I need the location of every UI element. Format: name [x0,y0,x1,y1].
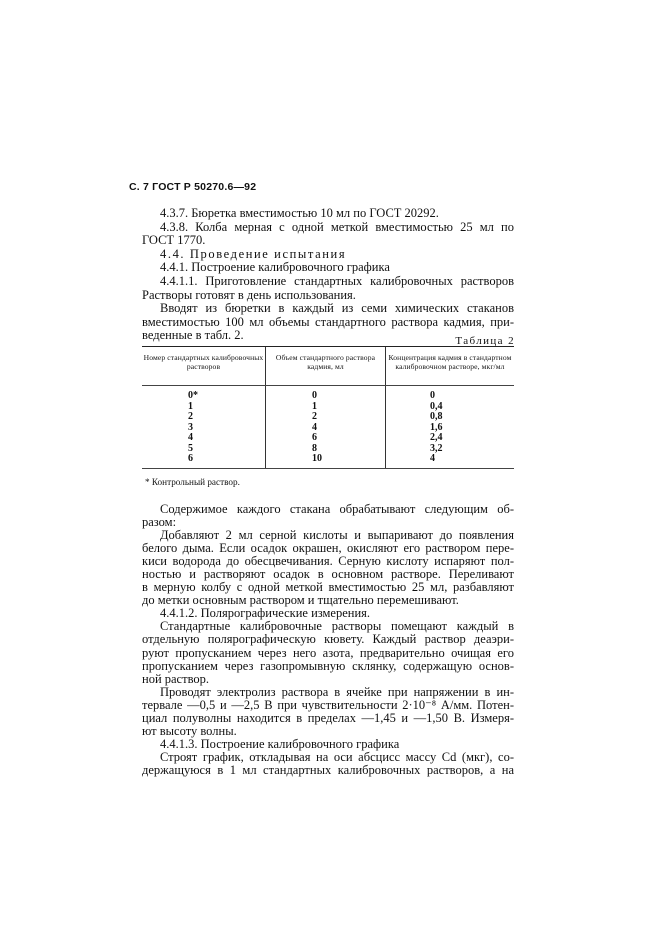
table-column-concentration [386,386,514,468]
paragraph-line: Добавляют 2 мл серной кислоты и выпаривают до появления [160,528,514,543]
paragraph-line: ной раствор. [142,671,210,686]
paragraph-line: ют высоту волны. [142,723,237,738]
table-footnote: * Контрольный раствор. [145,477,240,487]
heading-4-4-1: 4.4.1. Построение калибровочного графика [160,260,390,275]
table-cell: 2 [312,411,317,422]
table-header-cell: Концентрация кадмия в стандартном калибровочном растворе, мкг/мл [388,353,512,371]
table-cell: 6 [312,432,317,443]
table-body [142,386,514,468]
table-cell: 2,4 [430,432,443,443]
table-bottom-rule [142,468,514,469]
paragraph-line: Вводят из бюретки в каждый из семи химических стаканов [160,301,514,316]
paragraph-line: разом: [142,515,177,530]
table-cell: 1,6 [430,421,443,433]
paragraph-line: Строят график, откладывая на оси абсцисс массу Cd (мкг), со- [160,749,514,764]
table-cell: 6 [188,453,193,464]
table-cell: 4 [430,453,435,464]
table-header-row [142,347,514,385]
table-header-cell: Номер стандартных калибровочных растворов [142,347,266,385]
table-cell: 8 [312,442,317,454]
table-cell: 3,2 [430,442,443,454]
heading-4-4-1-2: 4.4.1.2. Полярографические измерения. [160,606,371,621]
table-cell: 0 [312,390,317,401]
paragraph-line: держащуюся в 1 мл стандартных калибровочных растворов, а на [142,762,514,777]
section-4-3-4-4 [142,207,514,343]
paragraph-line: ностью и растворяют осадок в основном растворе. Переливают [142,567,514,582]
paragraph-line: веденные в табл. 2. [142,328,244,343]
heading-4-4-1-1: 4.4.1.1. Приготовление стандартных калибровочных растворов [160,273,514,288]
table-cell: 0 [430,390,435,401]
paragraph-line: отдельную полярографическую кювету. Каждый раствор деаэри- [142,632,514,647]
paragraph-line: пропусканием через газопромывную склянку, содержащую основ- [142,658,514,673]
table-cell: 1 [188,400,193,412]
paragraph-line: вместимостью 100 мл объемы стандартного раствора кадмия, при- [142,314,514,329]
item-4-3-8: 4.3.8. Колба мерная с одной меткой вместимостью 25 мл по [160,219,514,234]
table-cell: 0* [188,390,198,401]
table-cell: 5 [188,442,193,454]
table-cell: 4 [188,432,193,443]
table-cell: 10 [312,453,322,464]
paragraph-line: киси водорода до обесцвечивания. Серную кислоту испаряют пол- [142,554,514,569]
paragraph-line: в мерную колбу с одной меткой вместимостью 25 мл, разбавляют [142,580,514,595]
table-column-volume [266,386,386,468]
heading-4-4-1-3: 4.4.1.3. Построение калибровочного графика [160,736,400,751]
table-cell: 1 [312,400,317,412]
item-4-3-7: 4.3.7. Бюретка вместимостью 10 мл по ГОСТ 20292. [160,206,439,220]
page-header: С. 7 ГОСТ Р 50270.6—92 [129,181,257,193]
paragraph-line: Растворы готовят в день использования. [142,287,356,302]
heading-4-4: 4.4. Проведение испытания [160,246,347,261]
table-cell: 3 [188,421,193,433]
table-cell: 0,4 [430,400,443,412]
table-cell: 0,8 [430,411,443,422]
paragraph-line: белого дыма. Если осадок окрашен, окисляют его раствором пере- [142,541,514,556]
paragraph-line: Стандартные калибровочные растворы помещают каждый в [160,619,514,634]
paragraph-line: Содержимое каждого стакана обрабатывают следующим об- [160,502,514,516]
section-4-4-1-procedure [142,503,514,777]
table-cell: 2 [188,411,193,422]
paragraph-line: до метки основным раствором и тщательно перемешивают. [142,593,459,608]
table-caption: Таблица 2 [455,335,515,347]
table-2 [142,346,514,469]
table-column-number [142,386,266,468]
paragraph-line: руют пропусканием через него азота, предварительно очищая его [142,645,514,660]
paragraph-line: тервале —0,5 и —2,5 В при чувствительности 2·10⁻⁸ А/мм. Потен- [142,697,514,712]
paragraph-line: Проводят электролиз раствора в ячейке при напряжении в ин- [160,684,514,699]
item-4-3-8-cont: ГОСТ 1770. [142,233,206,248]
table-cell: 4 [312,421,317,433]
paragraph-line: циал полуволны находится в пределах —1,45 и —1,50 В. Измеря- [142,710,514,725]
table-header-cell: Объем стандартного раствора кадмия, мл [266,347,386,385]
